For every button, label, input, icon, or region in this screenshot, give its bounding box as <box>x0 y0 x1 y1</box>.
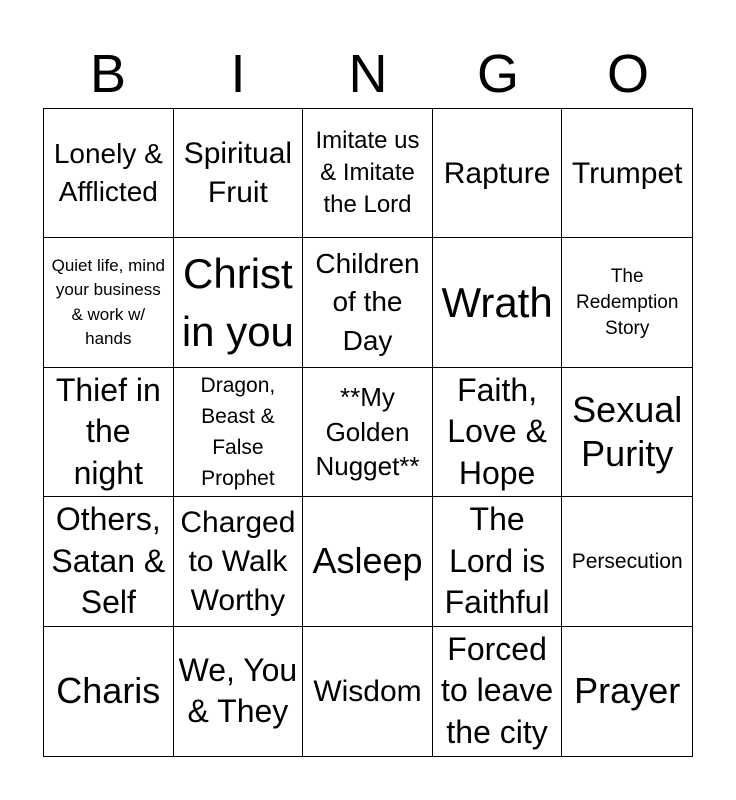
bingo-cell-r1-c1[interactable] <box>44 109 174 238</box>
bingo-cell-r4-c2[interactable] <box>174 497 304 626</box>
bingo-cell-r4-c5[interactable] <box>562 497 692 626</box>
bingo-cell-r2-c5[interactable] <box>562 238 692 367</box>
bingo-cell-r2-c3[interactable] <box>303 238 433 367</box>
bingo-cell-r3-c3[interactable] <box>303 368 433 497</box>
cell-text: Others, Satan & Self <box>51 501 166 621</box>
cell-text: The Lord is Faithful <box>444 501 550 621</box>
header-letter-n: N <box>348 44 388 104</box>
bingo-cell-r2-c2[interactable] <box>174 238 304 367</box>
bingo-cell-r1-c5[interactable] <box>562 109 692 238</box>
bingo-cell-r1-c4[interactable] <box>433 109 563 238</box>
bingo-cell-r5-c5[interactable] <box>562 627 692 756</box>
bingo-cell-r2-c4[interactable] <box>433 238 563 367</box>
cell-text: Forced to leave the city <box>441 630 554 751</box>
header-letter-b: B <box>89 44 127 104</box>
cell-text: Trumpet <box>571 156 683 190</box>
cell-text: **My Golden Nugget** <box>315 382 420 482</box>
cell-text: Faith, Love & Hope <box>447 371 547 491</box>
cell-text: Imitate us & Imitate the Lord <box>315 127 420 219</box>
bingo-cell-r5-c4[interactable] <box>433 627 563 756</box>
header-letter-o: O <box>606 44 649 104</box>
cell-text: Prayer <box>574 670 681 712</box>
cell-text: Wisdom <box>313 674 422 708</box>
cell-text: Thief in the night <box>55 371 161 491</box>
bingo-cell-r5-c2[interactable] <box>174 627 304 756</box>
bingo-cell-r5-c3[interactable] <box>303 627 433 756</box>
cell-text: Sexual Purity <box>572 389 683 474</box>
bingo-cell-r3-c4[interactable] <box>433 368 563 497</box>
cell-text: Christ in you <box>181 250 294 355</box>
bingo-cell-r3-c5[interactable] <box>562 368 692 497</box>
cell-text: Dragon, Beast & False Prophet <box>200 373 276 491</box>
bingo-board <box>43 108 693 757</box>
cell-text: Rapture <box>443 156 551 190</box>
bingo-header <box>43 40 693 108</box>
cell-text: We, You & They <box>178 651 298 730</box>
header-letter-g: G <box>476 44 519 104</box>
bingo-cell-r3-c1[interactable] <box>44 368 174 497</box>
bingo-cell-r3-c2[interactable] <box>174 368 304 497</box>
bingo-cell-r5-c1[interactable] <box>44 627 174 756</box>
bingo-cell-r1-c3[interactable] <box>303 109 433 238</box>
bingo-cell-r1-c2[interactable] <box>174 109 304 238</box>
cell-text: Children of the Day <box>315 247 420 356</box>
bingo-cell-r4-c3[interactable] <box>303 497 433 626</box>
header-letter-i: I <box>230 44 246 104</box>
cell-text: Wrath <box>441 279 553 327</box>
cell-text: Persecution <box>571 549 683 573</box>
cell-text: Quiet life, mind your business & work w/ hands <box>51 255 165 349</box>
cell-text: The Redemption Story <box>575 265 679 339</box>
cell-text: Lonely & Afflicted <box>53 137 163 208</box>
bingo-cell-r4-c1[interactable] <box>44 497 174 626</box>
cell-text: Asleep <box>312 540 423 582</box>
bingo-cell-r4-c4[interactable] <box>433 497 563 626</box>
cell-text: Spiritual Fruit <box>183 137 293 210</box>
bingo-cell-r2-c1[interactable] <box>44 238 174 367</box>
cell-text: Charged to Walk Worthy <box>180 505 296 617</box>
cell-text: Charis <box>56 670 161 712</box>
